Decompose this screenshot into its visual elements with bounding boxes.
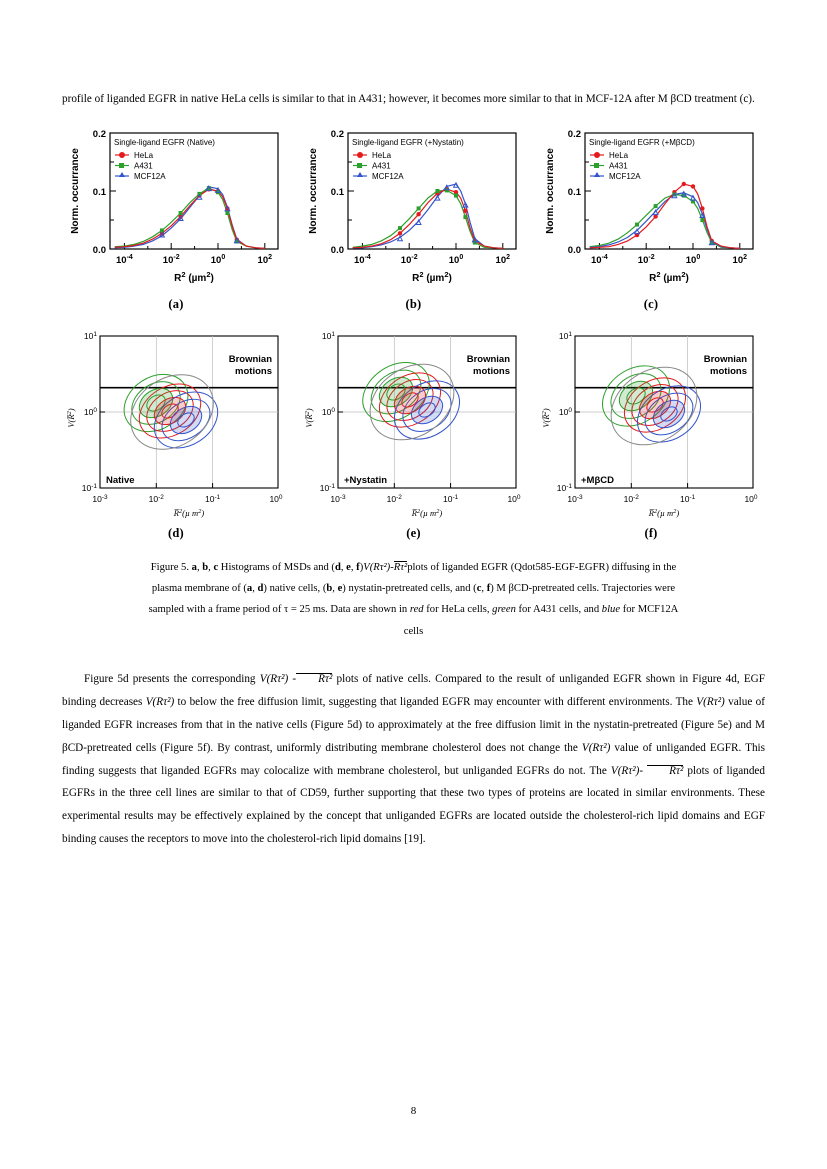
caption-line2-a: plasma membrane of (: [151, 583, 247, 595]
caption-text2: plots of liganded EGFR (Qdot585-EGF-EGFR) diffusing in the: [407, 561, 677, 573]
svg-text:MCF12A: MCF12A: [609, 171, 641, 181]
caption-bold-a: a: [191, 561, 197, 573]
caption-italic-blue: blue: [601, 604, 621, 616]
caption-bold-h: d: [257, 583, 264, 595]
figure-5: [62, 121, 765, 541]
svg-text:R2 (µm2): $R^2$ (µm$^2$): [174, 269, 214, 284]
caption-bold-j: e: [337, 583, 343, 595]
svg-text:R2 (µm2): $R^2$ (µm$^2$): [649, 269, 689, 284]
panel-d-label: (d): [168, 525, 184, 540]
caption-bold-b: b: [202, 561, 209, 573]
body-frag-3: plots of native cells. Compared to the result of unliganded EGFR shown in Figure 4d, EGF binding decreases: [62, 672, 765, 708]
body-frag-7: -: [639, 764, 648, 777]
body-frag-5: value of liganded EGFR increases from that in the native cells (Figure 5d) to approximately at the free diffusion limit in the nystatin-pretreated (Figure 5e) and M βCD-pretreated cells (Figure 5f). By contrast, uniformly distributing membrane cholesterol does not change the: [62, 695, 765, 754]
svg-text:R2 (µm2): $R^2$ (µm$^2$): [411, 269, 452, 284]
caption-line4: cells: [403, 625, 424, 637]
panel-f-annotation-line2: motions: [710, 365, 747, 377]
panel-d-annotation-line1: Brownian: [228, 353, 272, 365]
caption-sep1: ,: [196, 561, 203, 573]
svg-text:10-4: $10^{-4}$: [115, 253, 133, 266]
body-frag-6: value of unliganded EGFR. This finding suggests that liganded EGFRs may colocalize with membrane cholesterol, but unliganded EGFRs do not. The: [62, 741, 766, 777]
svg-text:10-2: $10^{-2}$: [400, 253, 418, 266]
panel-a-label: (a): [168, 296, 184, 311]
svg-text:10-1: $10^{-1}$: [81, 482, 97, 493]
caption-bold-k: c: [476, 583, 482, 595]
caption-sep2: ,: [208, 561, 214, 573]
svg-text:100: $10^0$: [506, 493, 521, 504]
svg-text:10-3: $10^{-3}$: [329, 493, 346, 504]
svg-text:10-1: $10^{-1}$: [442, 493, 458, 504]
panel-a: [62, 121, 290, 312]
svg-text:0.2: 0.2: [92, 128, 106, 140]
caption-bold-l: f: [486, 583, 491, 595]
svg-text:Single-ligand EGFR (Native): Single-ligand EGFR (Native): [114, 137, 215, 147]
svg-text:HeLa: HeLa: [134, 150, 154, 160]
panel-b: [300, 121, 528, 312]
panel-e: [300, 326, 528, 541]
histogram-chart-a: [62, 121, 290, 293]
body-section: [62, 668, 765, 852]
svg-text:A431: A431: [371, 161, 391, 171]
svg-text:MCF12A: MCF12A: [371, 171, 404, 181]
svg-text:100: $10^0$: [744, 493, 758, 504]
svg-text:10-1: $10^{-1}$: [319, 482, 335, 493]
body-math-7: Rτ²: [647, 765, 683, 778]
body-math-5: V(Rτ²): [581, 741, 611, 754]
svg-text:10-4: $10^{-4}$: [590, 253, 608, 266]
panel-e-corner-label: +Nystatin: [343, 474, 387, 486]
panel-e-annotation-line1: Brownian: [466, 353, 510, 365]
svg-text:Norm. occurrance: Norm. occurrance: [545, 148, 556, 234]
histogram-chart-c: [537, 121, 765, 293]
svg-text:V(R̅2): V(R̅$^2$): [303, 408, 314, 428]
svg-text:Single-ligand EGFR (+MβCD): Single-ligand EGFR (+MβCD): [589, 137, 695, 147]
caption-sep8: ,: [481, 583, 487, 595]
panel-b-label: (b): [405, 296, 422, 311]
svg-text:10-2: $10^{-2}$: [386, 493, 402, 504]
caption-fig-number: Figure 5.: [150, 561, 192, 573]
caption-line3-b: for HeLa cells,: [423, 604, 493, 616]
svg-text:Single-ligand EGFR (+Nystatin): Single-ligand EGFR (+Nystatin): [351, 137, 464, 147]
svg-text:0.0: 0.0: [567, 244, 581, 256]
svg-text:MCF12A: MCF12A: [134, 171, 166, 181]
svg-text:Norm. occurrance: Norm. occurrance: [307, 148, 319, 234]
svg-text:100: $10^0$: [321, 406, 335, 417]
body-math-4: V(Rτ²): [696, 695, 725, 708]
svg-text:101: $10^1$: [321, 330, 335, 341]
caption-math-sep: -: [390, 561, 394, 573]
caption-italic-red: red: [409, 604, 424, 616]
svg-text:0.0: 0.0: [330, 244, 344, 256]
svg-text:0.2: 0.2: [567, 128, 581, 140]
body-math-2: Rτ²: [296, 673, 332, 686]
body-frag-4: to below the free diffusion limit, suggesting that liganded EGFR may encounter with different environments. The: [174, 695, 697, 708]
svg-text:0.0: 0.0: [92, 244, 106, 256]
svg-text:10-2: $10^{-2}$: [162, 253, 180, 266]
panel-e-annotation-line2: motions: [472, 365, 510, 377]
svg-text:101: $10^1$: [558, 330, 572, 341]
svg-text:V(R̅2): V(R̅$^2$): [541, 408, 551, 428]
caption-sep6: ,: [252, 583, 258, 595]
body-frag-1: Figure 5d presents the corresponding: [84, 672, 260, 685]
caption-bold-i: b: [326, 583, 333, 595]
panel-c: [537, 121, 765, 312]
svg-text:0.1: 0.1: [92, 186, 106, 198]
svg-text:102: $10^2$: [257, 253, 273, 266]
svg-text:100: $10^0$: [269, 493, 283, 504]
caption-math-v1: V(Rτ²): [363, 561, 391, 573]
caption-sep5: ): [359, 561, 364, 573]
svg-text:R̅2(µ m2): R̅$^2$(µ $m^2$): [411, 507, 442, 518]
svg-text:0.2: 0.2: [330, 128, 344, 140]
body-math-3: V(Rτ²): [145, 695, 175, 708]
panel-f-label: (f): [644, 525, 658, 540]
svg-text:V(R̅2): V(R̅$^2$): [66, 408, 76, 428]
caption-line3-a: sampled with a frame period of τ = 25 ms. Data are shown in: [148, 604, 410, 616]
svg-text:100: $10^0$: [83, 406, 97, 417]
caption-line3-c: for A431 cells, and: [515, 604, 602, 616]
panel-f-corner-label: +MβCD: [581, 474, 614, 486]
caption-bold-e: e: [346, 561, 351, 573]
svg-text:A431: A431: [609, 161, 628, 171]
panel-c-label: (c): [643, 296, 659, 311]
panel-f: [537, 326, 765, 541]
contour-chart-d: [62, 326, 290, 522]
svg-text:10-2: $10^{-2}$: [623, 493, 639, 504]
panel-f-annotation-line1: Brownian: [703, 353, 747, 365]
caption-line3-d: for MCF12A: [620, 604, 679, 616]
caption-line2-b: ) native cells, (: [263, 583, 327, 595]
caption-math-r1: Rτ²: [393, 561, 408, 573]
body-paragraph: [62, 668, 765, 852]
svg-text:100: $10^0$: [558, 406, 572, 417]
svg-text:10-1: $10^{-1}$: [556, 482, 572, 493]
svg-text:A431: A431: [134, 161, 153, 171]
svg-text:100: $10^0$: [685, 253, 701, 266]
panel-d: [62, 326, 290, 541]
caption-sep7: ,: [332, 583, 338, 595]
caption-italic-green: green: [492, 604, 516, 616]
svg-text:R̅2(µ m2): R̅$^2$(µ $m^2$): [648, 507, 680, 518]
svg-text:10-3: $10^{-3}$: [92, 493, 108, 504]
svg-text:0.1: 0.1: [567, 186, 581, 198]
svg-text:100: $10^0$: [448, 253, 463, 266]
body-frag-8: plots of liganded EGFRs in the three cell lines are similar to that of CD59, further supporting that these two types of proteins are located in similar environments. These experimental results may be effectively explained by the concept that unliganded EGFRs are located outside the cholesterol-rich lipid domains and EGF binding causes the receptors to move into the cholesterol-rich lipid domains [19].: [62, 764, 765, 846]
figure-row-top: [62, 121, 765, 312]
caption-sep3: ,: [340, 561, 347, 573]
svg-text:10-1: $10^{-1}$: [679, 493, 696, 504]
svg-text:102: $10^2$: [495, 253, 510, 266]
svg-text:HeLa: HeLa: [371, 150, 391, 160]
svg-text:10-2: $10^{-2}$: [637, 253, 655, 266]
histogram-chart-b: [300, 121, 528, 293]
panel-d-corner-label: Native: [106, 474, 135, 486]
svg-text:R̅2(µ m2): R̅$^2$(µ $m^2$): [173, 507, 205, 518]
panel-d-annotation-line2: motions: [235, 365, 272, 377]
contour-chart-f: [537, 326, 765, 522]
svg-text:0.1: 0.1: [330, 186, 344, 198]
caption-text1: Histograms of MSDs and (: [218, 561, 335, 573]
caption-bold-d: d: [334, 561, 341, 573]
panel-e-label: (e): [406, 525, 421, 540]
body-frag-2: -: [288, 672, 297, 685]
body-math-6: V(Rτ²): [610, 764, 640, 777]
body-math-1: V(Rτ²): [259, 672, 289, 685]
caption-bold-g: a: [246, 583, 253, 595]
page-number: 8: [410, 1105, 417, 1117]
svg-text:10-4: $10^{-4}$: [353, 253, 371, 266]
figure-row-bottom: [62, 326, 765, 541]
intro-paragraph: profile of liganded EGFR in native HeLa cells is similar to that in A431; however, it becomes more similar to that in MCF-12A after M βCD treatment (c).: [62, 93, 755, 105]
svg-text:HeLa: HeLa: [609, 150, 629, 160]
caption-line2-d: ) M βCD-pretreated cells. Trajectories were: [490, 583, 676, 595]
svg-text:Norm. occurrance: Norm. occurrance: [70, 148, 81, 234]
caption-sep4: ,: [350, 561, 357, 573]
figure-caption: [62, 557, 765, 642]
svg-text:10-2: $10^{-2}$: [148, 493, 164, 504]
svg-text:101: $10^1$: [83, 330, 97, 341]
contour-chart-e: [300, 326, 528, 522]
caption-line2-c: ) nystatin-pretreated cells, and (: [342, 583, 477, 595]
svg-text:102: $10^2$: [732, 253, 748, 266]
svg-text:100: $10^0$: [210, 253, 226, 266]
svg-text:10-3: $10^{-3}$: [567, 493, 583, 504]
caption-bold-f: f: [356, 561, 360, 573]
svg-text:10-1: $10^{-1}$: [204, 493, 221, 504]
caption-bold-c: c: [213, 561, 219, 573]
